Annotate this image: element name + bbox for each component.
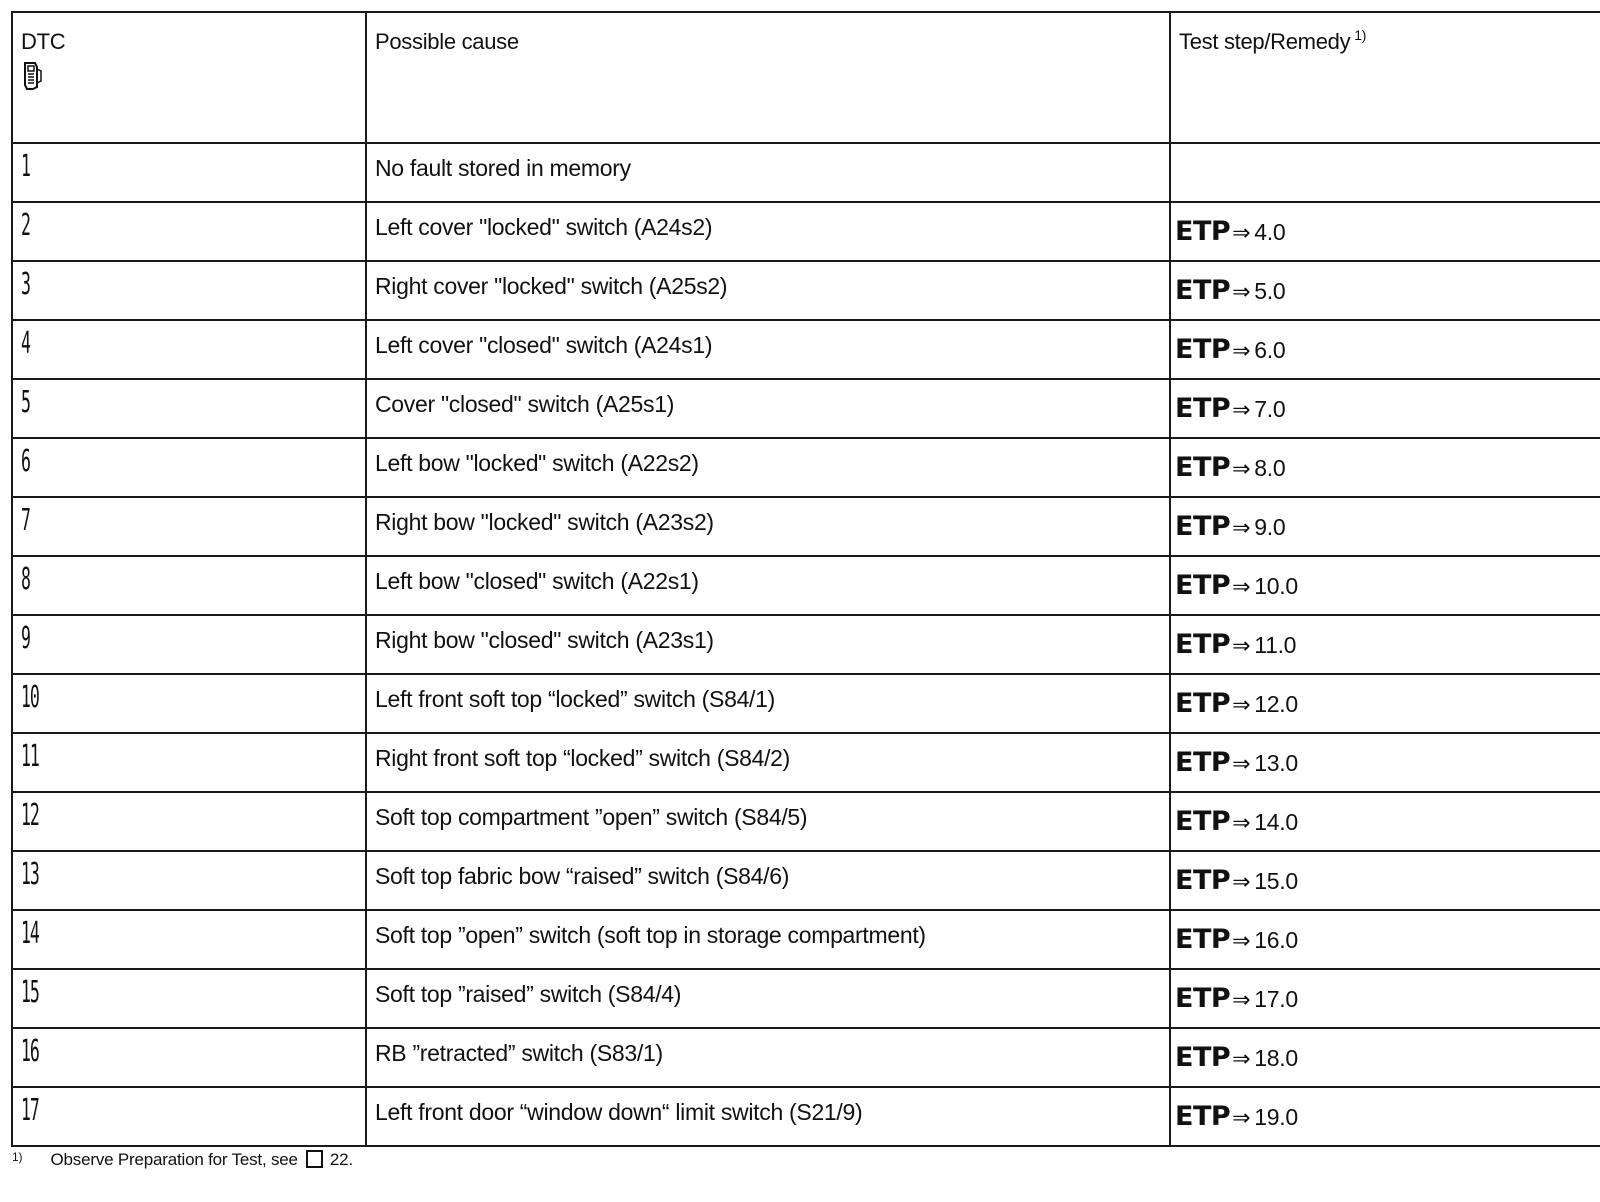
etp-label: ETP [1175, 806, 1231, 837]
test-step-cell [1170, 674, 1600, 733]
arrow-icon: ⇒ [1232, 870, 1251, 895]
book-reference-icon [306, 1150, 323, 1168]
etp-label: ETP [1175, 688, 1231, 719]
dtc-table [11, 11, 1600, 1147]
dtc-cell [12, 1087, 366, 1146]
table-row [12, 1028, 1600, 1087]
test-step-cell [1170, 143, 1600, 202]
test-step-cell [1170, 969, 1600, 1028]
etp-label: ETP [1175, 452, 1231, 483]
test-step-number: 7.0 [1254, 396, 1286, 422]
dtc-cell [12, 733, 366, 792]
test-step-cell [1170, 1028, 1600, 1087]
test-step-number: 9.0 [1254, 514, 1286, 540]
footnote-ref: 22. [329, 1150, 353, 1169]
dtc-code: 4 [21, 326, 30, 361]
cause-text: Left bow "locked" switch (A22s2) [375, 450, 699, 476]
dtc-code: 6 [21, 444, 30, 479]
table-row [12, 674, 1600, 733]
dtc-cell [12, 910, 366, 969]
etp-label: ETP [1175, 865, 1231, 896]
cause-text: Left cover "locked" switch (A24s2) [375, 214, 713, 240]
dtc-cell [12, 1028, 366, 1087]
header-cause [366, 12, 1170, 143]
test-step-number: 11.0 [1254, 632, 1297, 658]
test-step-number: 4.0 [1254, 219, 1286, 245]
test-step-number: 8.0 [1254, 455, 1286, 481]
table-row [12, 379, 1600, 438]
dtc-cell [12, 438, 366, 497]
cause-text: Soft top ”raised” switch (S84/4) [375, 981, 682, 1007]
arrow-icon: ⇒ [1232, 1047, 1251, 1072]
header-test-footnote-ref: 1) [1354, 27, 1367, 43]
dtc-code: 2 [21, 208, 30, 243]
test-step-cell [1170, 556, 1600, 615]
test-step-cell [1170, 379, 1600, 438]
dtc-cell [12, 556, 366, 615]
cause-text: No fault stored in memory [375, 155, 631, 181]
dtc-cell [12, 969, 366, 1028]
cause-cell [366, 910, 1170, 969]
test-step-cell [1170, 733, 1600, 792]
cause-cell [366, 792, 1170, 851]
test-step-cell [1170, 1087, 1600, 1146]
etp-label: ETP [1175, 511, 1231, 542]
etp-label: ETP [1175, 924, 1231, 955]
cause-cell [366, 674, 1170, 733]
table-row [12, 438, 1600, 497]
arrow-icon: ⇒ [1232, 634, 1251, 659]
cause-text: Cover "closed" switch (A25s1) [375, 391, 675, 417]
hand-held-tester-icon [21, 61, 43, 91]
dtc-cell [12, 851, 366, 910]
arrow-icon: ⇒ [1232, 221, 1251, 246]
cause-cell [366, 733, 1170, 792]
dtc-code: 11 [21, 739, 39, 774]
cause-cell [366, 969, 1170, 1028]
table-row [12, 969, 1600, 1028]
cause-cell [366, 438, 1170, 497]
dtc-code: 13 [21, 857, 39, 892]
dtc-code: 16 [21, 1034, 39, 1069]
table-row [12, 497, 1600, 556]
cause-text: Soft top fabric bow “raised” switch (S84/6) [375, 863, 790, 889]
dtc-cell [12, 615, 366, 674]
arrow-icon: ⇒ [1232, 752, 1251, 777]
cause-cell [366, 497, 1170, 556]
cause-text: Soft top ”open” switch (soft top in storage compartment) [375, 922, 926, 948]
dtc-cell [12, 261, 366, 320]
test-step-number: 5.0 [1254, 278, 1286, 304]
arrow-icon: ⇒ [1232, 693, 1251, 718]
etp-label: ETP [1175, 629, 1231, 660]
cause-cell [366, 379, 1170, 438]
table-header-row [12, 12, 1600, 143]
arrow-icon: ⇒ [1232, 575, 1251, 600]
table-row [12, 261, 1600, 320]
dtc-cell [12, 143, 366, 202]
table-row [12, 202, 1600, 261]
test-step-cell [1170, 202, 1600, 261]
etp-label: ETP [1175, 216, 1231, 247]
cause-cell [366, 1028, 1170, 1087]
cause-text: Right cover "locked" switch (A25s2) [375, 273, 728, 299]
arrow-icon: ⇒ [1232, 929, 1251, 954]
arrow-icon: ⇒ [1232, 811, 1251, 836]
dtc-cell [12, 497, 366, 556]
arrow-icon: ⇒ [1232, 1106, 1251, 1131]
dtc-code: 10 [21, 680, 39, 715]
cause-text: Left front door “window down“ limit switch (S21/9) [375, 1099, 863, 1125]
etp-label: ETP [1175, 747, 1231, 778]
dtc-code: 7 [21, 503, 30, 538]
cause-cell [366, 615, 1170, 674]
etp-label: ETP [1175, 334, 1231, 365]
cause-cell [366, 261, 1170, 320]
table-row [12, 556, 1600, 615]
test-step-cell [1170, 497, 1600, 556]
table-row [12, 910, 1600, 969]
table-row [12, 851, 1600, 910]
cause-cell [366, 1087, 1170, 1146]
dtc-cell [12, 202, 366, 261]
arrow-icon: ⇒ [1232, 398, 1251, 423]
header-dtc-label: DTC [21, 29, 66, 54]
arrow-icon: ⇒ [1232, 516, 1251, 541]
table-row [12, 320, 1600, 379]
dtc-code: 1 [21, 149, 30, 184]
cause-cell [366, 202, 1170, 261]
test-step-number: 10.0 [1254, 573, 1298, 599]
etp-label: ETP [1175, 983, 1231, 1014]
table-body [12, 143, 1600, 1146]
header-test-label: Test step/Remedy [1179, 29, 1351, 54]
dtc-code: 12 [21, 798, 39, 833]
cause-text: Right front soft top “locked” switch (S84/2) [375, 745, 791, 771]
etp-label: ETP [1175, 1101, 1231, 1132]
cause-cell [366, 851, 1170, 910]
dtc-code: 8 [21, 562, 30, 597]
dtc-code: 14 [21, 916, 39, 951]
etp-label: ETP [1175, 1042, 1231, 1073]
test-step-number: 14.0 [1254, 809, 1298, 835]
test-step-cell [1170, 615, 1600, 674]
table-row [12, 792, 1600, 851]
cause-text: Right bow "locked" switch (A23s2) [375, 509, 714, 535]
test-step-cell [1170, 438, 1600, 497]
test-step-number: 17.0 [1254, 986, 1298, 1012]
dtc-code: 5 [21, 385, 30, 420]
etp-label: ETP [1175, 393, 1231, 424]
cause-text: Right bow "closed" switch (A23s1) [375, 627, 714, 653]
test-step-cell [1170, 261, 1600, 320]
cause-text: Left cover "closed" switch (A24s1) [375, 332, 713, 358]
dtc-cell [12, 379, 366, 438]
test-step-number: 12.0 [1254, 691, 1298, 717]
dtc-cell [12, 674, 366, 733]
test-step-number: 16.0 [1254, 927, 1298, 953]
test-step-number: 13.0 [1254, 750, 1298, 776]
cause-text: RB ”retracted” switch (S83/1) [375, 1040, 663, 1066]
arrow-icon: ⇒ [1232, 339, 1251, 364]
test-step-number: 18.0 [1254, 1045, 1298, 1071]
table-row [12, 143, 1600, 202]
header-cause-label: Possible cause [375, 29, 519, 54]
test-step-number: 19.0 [1254, 1104, 1298, 1130]
table-row [12, 615, 1600, 674]
test-step-cell [1170, 320, 1600, 379]
dtc-code: 17 [21, 1093, 39, 1128]
table-row [12, 1087, 1600, 1146]
test-step-number: 15.0 [1254, 868, 1298, 894]
test-step-number: 6.0 [1254, 337, 1286, 363]
footnote-text: Observe Preparation for Test, see [50, 1150, 298, 1169]
arrow-icon: ⇒ [1232, 988, 1251, 1013]
cause-text: Left front soft top “locked” switch (S84/1) [375, 686, 775, 712]
dtc-code: 3 [21, 267, 30, 302]
footnote-mark: 1) [12, 1150, 23, 1164]
cause-text: Soft top compartment ”open” switch (S84/5) [375, 804, 808, 830]
table-row [12, 733, 1600, 792]
footnote [12, 1150, 353, 1170]
test-step-cell [1170, 792, 1600, 851]
cause-cell [366, 143, 1170, 202]
header-dtc [12, 12, 366, 143]
dtc-code: 9 [21, 621, 30, 656]
cause-cell [366, 556, 1170, 615]
cause-cell [366, 320, 1170, 379]
header-test [1170, 12, 1600, 143]
etp-label: ETP [1175, 275, 1231, 306]
etp-label: ETP [1175, 570, 1231, 601]
arrow-icon: ⇒ [1232, 457, 1251, 482]
test-step-cell [1170, 851, 1600, 910]
dtc-cell [12, 792, 366, 851]
cause-text: Left bow "closed" switch (A22s1) [375, 568, 699, 594]
dtc-code: 15 [21, 975, 39, 1010]
arrow-icon: ⇒ [1232, 280, 1251, 305]
dtc-cell [12, 320, 366, 379]
test-step-cell [1170, 910, 1600, 969]
